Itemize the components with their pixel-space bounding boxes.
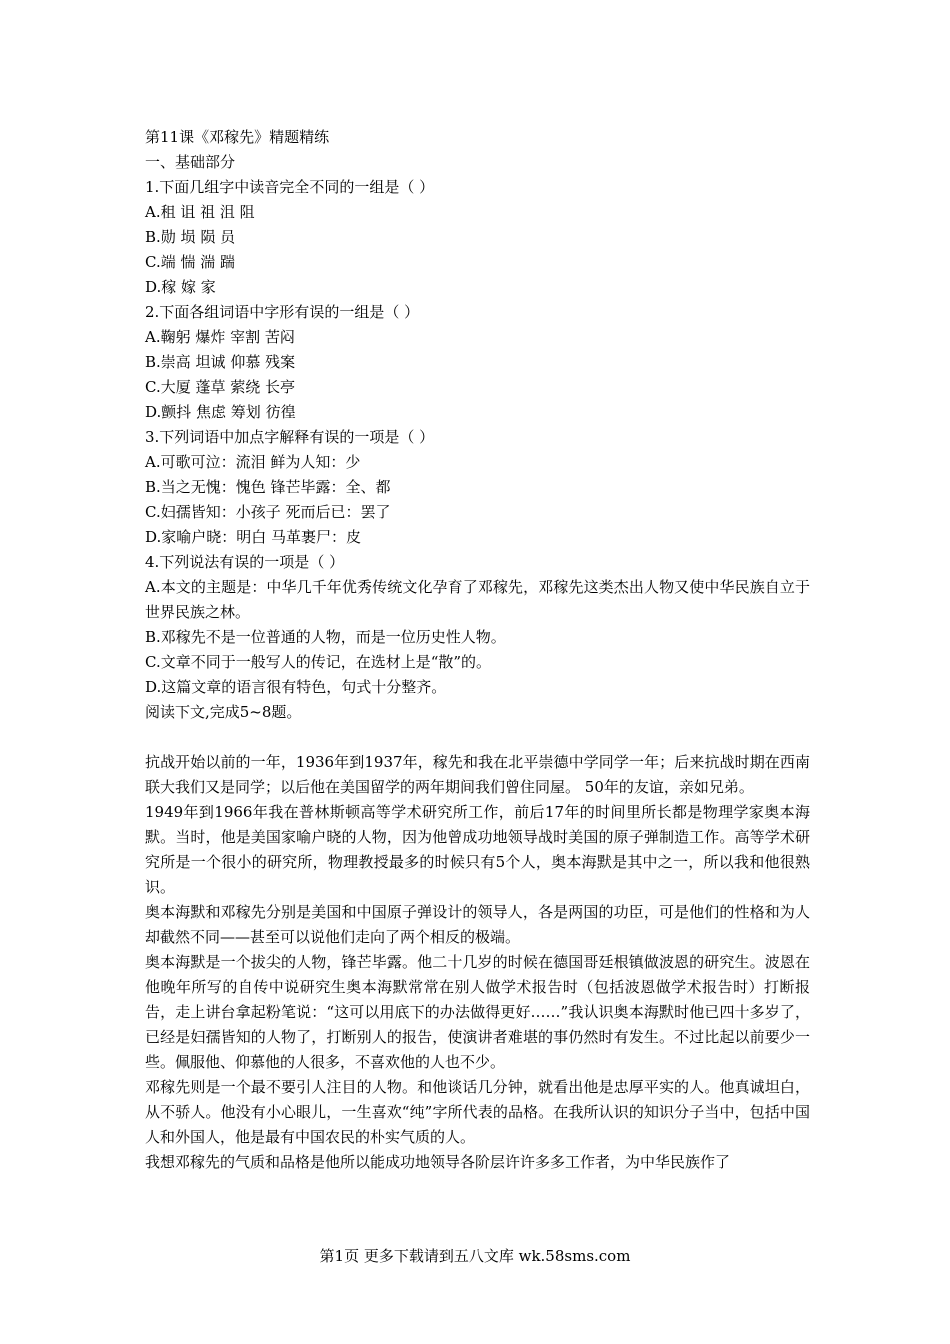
question-1-stem: 1.下面几组字中读音完全不同的一组是（ ） [145, 178, 435, 196]
blank-line [145, 725, 810, 750]
question-3-option-b: B.当之无愧：愧色 锋芒毕露：全、都 [145, 478, 391, 496]
page-footer: 第1页 更多下载请到五八文库 wk.58sms.com [319, 1247, 631, 1265]
question-1-option-b: B.勋 埙 陨 员 [145, 228, 236, 246]
question-2-option-d: D.颤抖 焦虑 筹划 彷徨 [145, 403, 296, 421]
passage-paragraph-5: 邓稼先则是一个最不要引人注目的人物。和他谈话几分钟，就看出他是忠厚平实的人。他真诚坦白，从不骄人。他没有小心眼儿，一生喜欢“纯”字所代表的品格。在我所认识的知识分子当中，包括中国人和外国人，他是最有中国农民的朴实气质的人。 [145, 1078, 810, 1146]
question-3-option-c: C.妇孺皆知：小孩子 死而后已：罢了 [145, 503, 391, 521]
section-heading: 一、基础部分 [145, 153, 236, 171]
question-3-option-d: D.家喻户晓：明白 马革裹尸：皮 [145, 528, 362, 546]
document-body [145, 125, 810, 1175]
question-2-option-a: A.鞠躬 爆炸 宰割 苦闷 [145, 328, 295, 346]
doc-title: 第11课《邓稼先》精题精练 [145, 128, 330, 146]
passage-paragraph-1: 抗战开始以前的一年，1936年到1937年，稼先和我在北平崇德中学同学一年；后来抗战时期在西南联大我们又是同学；以后他在美国留学的两年期间我们曾住同屋。 50年的友谊，亲如兄弟。 [145, 753, 810, 796]
reading-intro: 阅读下文,完成5~8题。 [145, 703, 302, 721]
question-1-option-a: A.租 诅 祖 沮 阻 [145, 203, 255, 221]
passage-paragraph-3: 奥本海默和邓稼先分别是美国和中国原子弹设计的领导人，各是两国的功臣，可是他们的性格和为人却截然不同——甚至可以说他们走向了两个相反的极端。 [145, 903, 810, 946]
question-3-option-a: A.可歌可泣：流泪 鲜为人知：少 [145, 453, 361, 471]
question-2-option-c: C.大厦 蓬草 萦绕 长亭 [145, 378, 296, 396]
question-4-option-a: A.本文的主题是：中华几千年优秀传统文化孕育了邓稼先，邓稼先这类杰出人物又使中华民族自立于世界民族之林。 [145, 578, 810, 621]
question-1-option-d: D.稼 嫁 家 [145, 278, 216, 296]
question-4-stem: 4.下列说法有误的一项是（ ） [145, 553, 345, 571]
question-3-stem: 3.下列词语中加点字解释有误的一项是（ ） [145, 428, 435, 446]
question-4-option-d: D.这篇文章的语言很有特色，句式十分整齐。 [145, 678, 447, 696]
question-2-stem: 2.下面各组词语中字形有误的一组是（ ） [145, 303, 420, 321]
question-2-option-b: B.崇高 坦诚 仰慕 残案 [145, 353, 296, 371]
passage-paragraph-4: 奥本海默是一个拔尖的人物，锋芒毕露。他二十几岁的时候在德国哥廷根镇做波恩的研究生。波恩在他晚年所写的自传中说研究生奥本海默常常在别人做学术报告时（包括波恩做学术报告时）打断报告，走上讲台拿起粉笔说：“这可以用底下的办法做得更好……”我认识奥本海默时他已四十多岁了，已经是妇孺皆知的人物了，打断别人的报告，使演讲者难堪的事仍然时有发生。不过比起以前要少一些。佩服他、仰慕他的人很多，不喜欢他的人也不少。 [145, 953, 810, 1071]
passage-paragraph-6: 我想邓稼先的气质和品格是他所以能成功地领导各阶层许许多多工作者，为中华民族作了 [145, 1153, 731, 1171]
question-4-option-c: C.文章不同于一般写人的传记，在选材上是“散”的。 [145, 653, 492, 671]
question-4-option-b: B.邓稼先不是一位普通的人物，而是一位历史性人物。 [145, 628, 506, 646]
question-1-option-c: C.端 惴 湍 踹 [145, 253, 236, 271]
passage-paragraph-2: 1949年到1966年我在普林斯顿高等学术研究所工作，前后17年的时间里所长都是物理学家奥本海默。当时，他是美国家喻户晓的人物，因为他曾成功地领导战时美国的原子弹制造工作。高等学术研究所是一个很小的研究所，物理教授最多的时候只有5个人，奥本海默是其中之一，所以我和他很熟识。 [145, 803, 810, 896]
